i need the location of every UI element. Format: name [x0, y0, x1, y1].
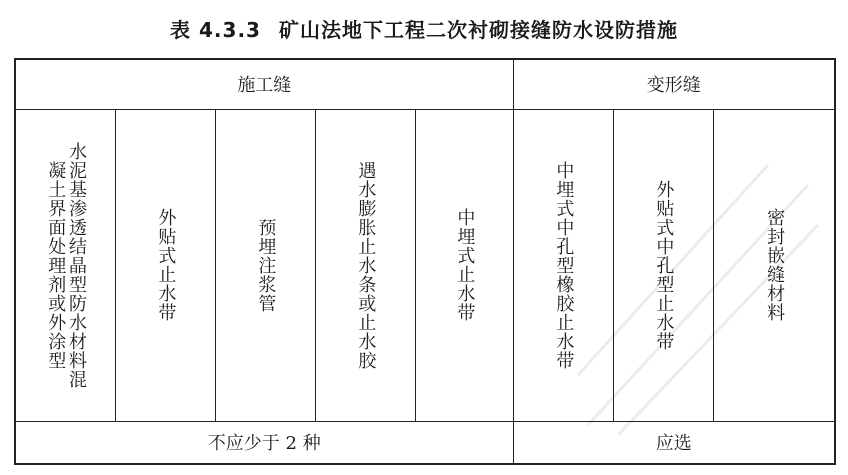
measure-cell: [513, 109, 613, 421]
measures-row: [15, 109, 835, 421]
table-number: 表 4.3.3: [170, 18, 261, 42]
header-deformation-joint: 变形缝: [513, 59, 835, 109]
table-title-text: 矿山法地下工程二次衬砌接缝防水设防措施: [278, 18, 678, 42]
measure-sealant: 密封嵌缝材料: [764, 208, 786, 322]
measure-cell: [215, 109, 315, 421]
measure-embedded-rubber-waterstop: 中埋式中孔型橡胶止水带: [553, 160, 575, 370]
measure-embedded-waterstop: 中埋式止水带: [454, 208, 476, 322]
measure-swelling-strip: 遇水膨胀止水条或止水胶: [355, 160, 377, 370]
measure-external-waterstop: 外贴式止水带: [155, 208, 177, 322]
measure-cell: [713, 109, 835, 421]
measure-cell: [315, 109, 415, 421]
footer-deformation-joint: 应选: [513, 421, 835, 464]
measure-cell: [613, 109, 713, 421]
measure-external-center-bulb-waterstop: 外贴式中孔型止水带: [653, 179, 675, 351]
header-row: [15, 59, 835, 109]
footer-row: [15, 421, 835, 464]
measure-cell: [115, 109, 215, 421]
header-construction-joint: 施工缝: [15, 59, 513, 109]
measure-cell: [15, 109, 115, 421]
measure-crystalline-material: 水泥基渗透结晶型防水材料混凝土界面处理剂或外涂型: [45, 141, 87, 389]
measure-grouting-pipe: 预埋注浆管: [255, 217, 277, 313]
waterproofing-measures-table: [14, 58, 836, 465]
measure-cell: [415, 109, 513, 421]
footer-construction-joint: 不应少于 2 种: [15, 421, 513, 464]
table-title: [0, 14, 848, 43]
